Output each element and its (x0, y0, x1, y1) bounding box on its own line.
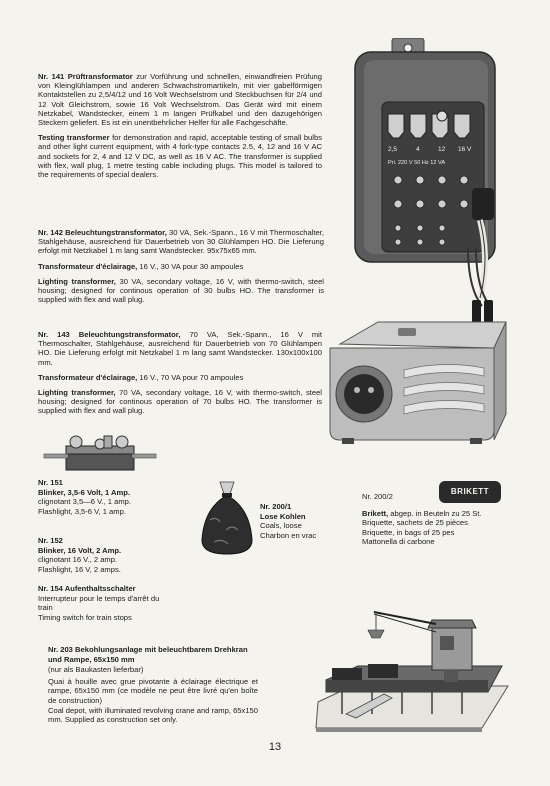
page-number: 13 (268, 741, 282, 753)
blinker-image (42, 430, 158, 476)
nr154-block (38, 584, 198, 622)
nr203-block (48, 645, 258, 725)
nr151-en: Flashlight, 3,5-6 V, 1 amp. (38, 506, 126, 516)
nr152-fr: clignotant 16 V., 2 amp. (38, 555, 118, 565)
nr154-title: Nr. 154 Aufenthaltsschalter (38, 584, 136, 593)
nr151-fr: clignotant 3,5—6 V., 1 amp. (38, 497, 132, 507)
nr200-2-fr: Briquette, sachets de 25 pièces (362, 518, 468, 528)
panel-rating-label: Pri. 220 V 50 Hz 12 VA (388, 160, 446, 166)
nr142-fr: Transformateur d'éclairage, 16 V., 30 VA pour 30 ampoules (38, 261, 244, 271)
nr152-en: Flashlight, 16 V, 2 amps. (38, 564, 121, 574)
nr141-de: Nr. 141 Prüftransformator zur Vorführung und schnellen, einwandfreien Prüfung von Kleinglühlampen und anderen Schwachstromartikeln, mit vier gabelförmigen Kontaktstellen zu 2,5/4/12 und 16 Volt Wechselstrom und Steckbuchsen für 2/4 und 12 Volt Gleichstrom, sowie 16 Volt Wechselstrom. Das Gerät wird mit einem Netzkabel, Wandstecker, einem 1 m langen Prüfkabel und den dazugehörigen Steckern geliefert. Es ist ein unentbehrlicher Helfer für alle Fachgeschäfte. (38, 72, 322, 128)
nr200-2-block (362, 492, 512, 547)
nr200-2-number: Nr. 200/2 (362, 492, 393, 501)
panel-label-12: 12 (438, 146, 446, 153)
nr143-block (38, 330, 322, 422)
nr142-en: Lighting transformer, 30 VA, secondary voltage, 16 V, with thermo-switch, steel housing; designed for continous operation of 30 bulbs HO. The transformer is supplied with flex and wall plug. (38, 276, 324, 305)
nr200-1-en: Coals, loose (260, 521, 302, 531)
brikett-logo: BRIKETT (439, 481, 501, 503)
nr152-title: Blinker, 16 Volt, 2 Amp. (38, 545, 122, 555)
nr142-de: Nr. 142 Beleuchtungstransformator, 30 VA, Sek.-Spann., 16 V mit Thermoschalter, Stahlgehäuse, ausreichend für Dauerbetrieb von 30 Glühlampen HO. Die Lieferung erfolgt mit Netzkabel 1 m lang samt Wandstecker. 95x75x65 mm. (38, 228, 324, 256)
nr143-en: Lighting transformer, 70 VA, secondary voltage, 16 V, with thermo-switch, steel housing; designed for continous operation of 70 bulbs HO. The transformer is supplied with flex and wall plug. (38, 388, 322, 416)
nr141-block (38, 72, 322, 185)
nr154-en: Timing switch for train stops (38, 612, 132, 622)
nr152-block (38, 536, 178, 574)
nr200-1-block (260, 502, 350, 540)
panel-label-16: 16 V (458, 146, 472, 153)
nr143-de: Nr. 143 Beleuchtungstransformator, 70 VA, Sek.-Spann., 16 V mit Thermoschalter, Stahlgehäuse, ausreichend für Dauerbetrieb von 70 Glühlampen HO. Die Lieferung erfolgt mit Netzkabel 1 m lang samt Wandstecker. 130x100x100 mm. (38, 330, 322, 367)
nr200-1-de: Lose Kohlen (260, 511, 306, 521)
nr152-number: Nr. 152 (38, 536, 63, 545)
nr141-en: Testing transformer for demonstration and rapid, acceptable testing of small bulbs and other light current equipment, with 4 fork-type contacts 2.5, 4, 12 and 16 V AC and sockets for 2, 4 and 12 V DC, as well as 16 V AC. The transformer is supplied with flex, wall plug, 1 metre testing cable including plugs. This model is tailored to the requirements of special dealers. (38, 133, 322, 180)
nr154-fr: Interrupteur pour le temps d'arrêt du train (38, 593, 160, 613)
lighting-transformer-image (324, 318, 510, 448)
nr142-block (38, 228, 324, 310)
nr203-note: (nur als Baukasten lieferbar) (48, 665, 144, 675)
panel-label-2-5: 2,5 (388, 146, 398, 153)
nr200-1-number: Nr. 200/1 (260, 502, 292, 511)
testing-transformer-image (350, 38, 500, 338)
nr203-fr: Quai à houille avec grue pivotante à éclairage électrique et rampe, 65x150 mm (ce modèle ne peut être livré qu'en boîte de construction) (48, 676, 258, 705)
coal-depot-image (312, 610, 512, 732)
nr203-title: Nr. 203 Bekohlungsanlage mit beleuchtbarem Drehkran und Rampe, 65x150 mm (48, 645, 248, 664)
nr200-2-en: Briquette, in bags of 25 pes (362, 527, 455, 537)
panel-label-4: 4 (416, 146, 420, 153)
nr203-en: Coal depot, with illuminated revolving crane and ramp, 65x150 mm. Supplied as construction set only. (48, 705, 258, 725)
nr200-2-de: Brikett, abgep. in Beuteln zu 25 St. (362, 508, 482, 518)
nr200-2-it: Mattonella di carbone (362, 537, 435, 547)
nr200-1-fr: Charbon en vrac (260, 530, 317, 540)
nr151-block (38, 478, 178, 516)
nr151-title: Blinker, 3,5-6 Volt, 1 Amp. (38, 487, 130, 497)
nr151-number: Nr. 151 (38, 478, 63, 487)
coal-bag-image (196, 480, 258, 558)
nr143-fr: Transformateur d'éclairage, 16 V., 70 VA pour 70 ampoules (38, 372, 244, 382)
